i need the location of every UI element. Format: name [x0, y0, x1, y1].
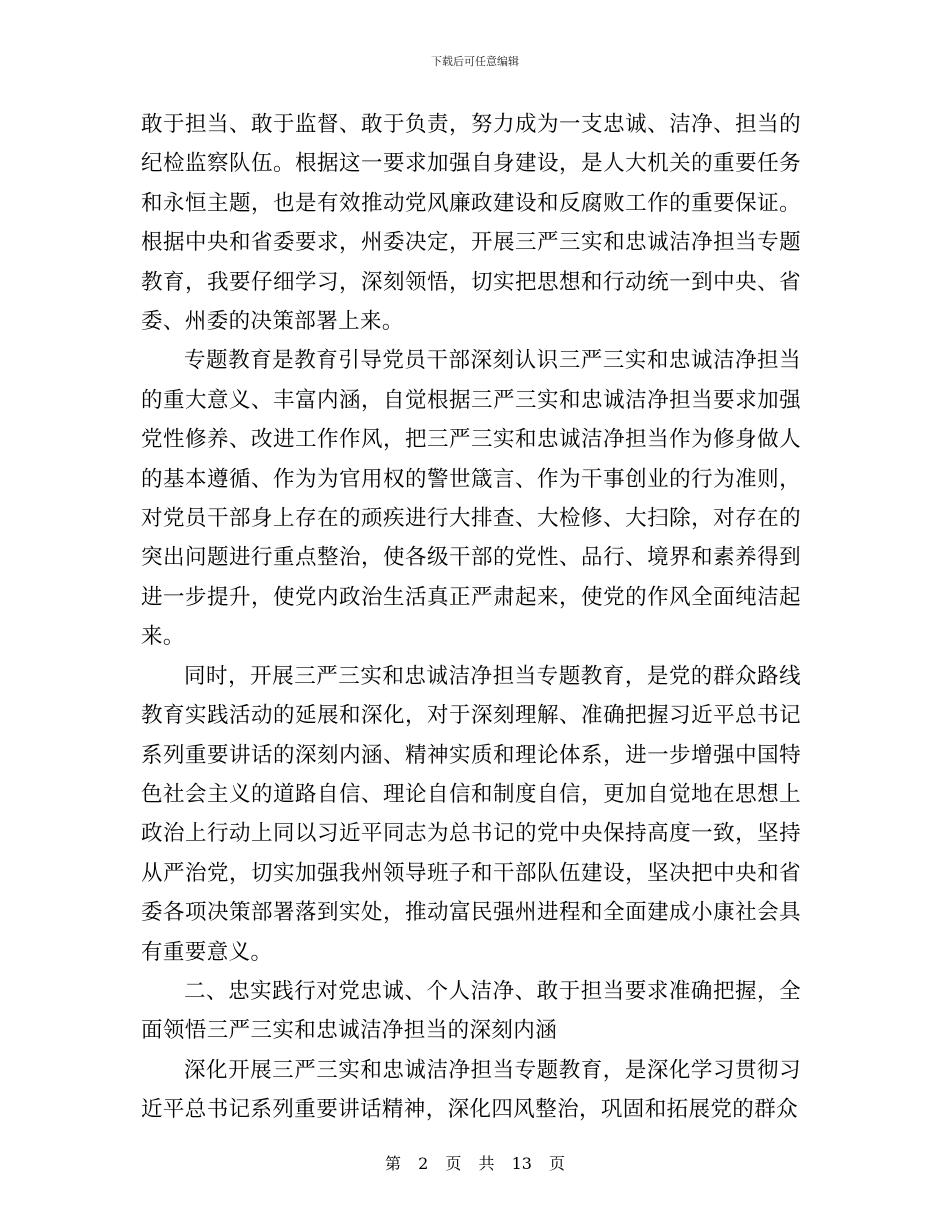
- footer-suffix: 页: [549, 1154, 566, 1173]
- paragraph-4: 深化开展三严三实和忠诚洁净担当专题教育，是深化学习贯彻习近平总书记系列重要讲话精神，深化四风整治，巩固和拓展党的群众: [141, 1057, 801, 1123]
- page-number: 2: [418, 1154, 429, 1173]
- footer-total-label: 共: [478, 1154, 495, 1173]
- page-footer: [0, 1154, 950, 1174]
- paragraph-2: 专题教育是教育引导党员干部深刻认识三严三实和忠诚洁净担当的重大意义、丰富内涵，自觉根据三严三实和忠诚洁净担当要求加强党性修养、改进工作作风，把三严三实和忠诚洁净担当作为修身做人的基本遵循、作为为官用权的警世箴言、作为干事创业的行为准则，对党员干部身上存在的顽疾进行大排查、大检修、大扫除，对存在的突出问题进行重点整治，使各级干部的党性、品行、境界和素养得到进一步提升，使党内政治生活真正严肃起来，使党的作风全面纯洁起来。: [141, 348, 801, 650]
- document-body: [141, 105, 801, 1130]
- paragraph-1: 敢于担当、敢于监督、敢于负责，努力成为一支忠诚、洁净、担当的纪检监察队伍。根据这一要求加强自身建设，是人大机关的重要任务和永恒主题，也是有效推动党风廉政建设和反腐败工作的重要保证。根据中央和省委要求，州委决定，开展三严三实和忠诚洁净担当专题教育，我要仔细学习，深刻领悟，切实把思想和行动统一到中央、省委、州委的决策部署上来。: [141, 112, 801, 335]
- header-text: 下载后可任意编辑: [431, 55, 519, 68]
- section-heading-2: 二、忠实践行对党忠诚、个人洁净、敢于担当要求准确把握，全面领悟三严三实和忠诚洁净担当的深刻内涵: [141, 978, 801, 1044]
- footer-page-word: 页: [445, 1154, 462, 1173]
- page-header: [0, 55, 950, 69]
- footer-prefix: 第: [384, 1154, 401, 1173]
- paragraph-3: 同时，开展三严三实和忠诚洁净担当专题教育，是党的群众路线教育实践活动的延展和深化，对于深刻理解、准确把握习近平总书记系列重要讲话的深刻内涵、精神实质和理论体系，进一步增强中国特色社会主义的道路自信、理论自信和制度自信，更加自觉地在思想上政治上行动上同以习近平同志为总书记的党中央保持高度一致，坚持从严治党，切实加强我州领导班子和干部队伍建设，坚决把中央和省委各项决策部署落到实处，推动富民强州进程和全面建成小康社会具有重要意义。: [141, 663, 801, 965]
- total-pages: 13: [511, 1154, 532, 1173]
